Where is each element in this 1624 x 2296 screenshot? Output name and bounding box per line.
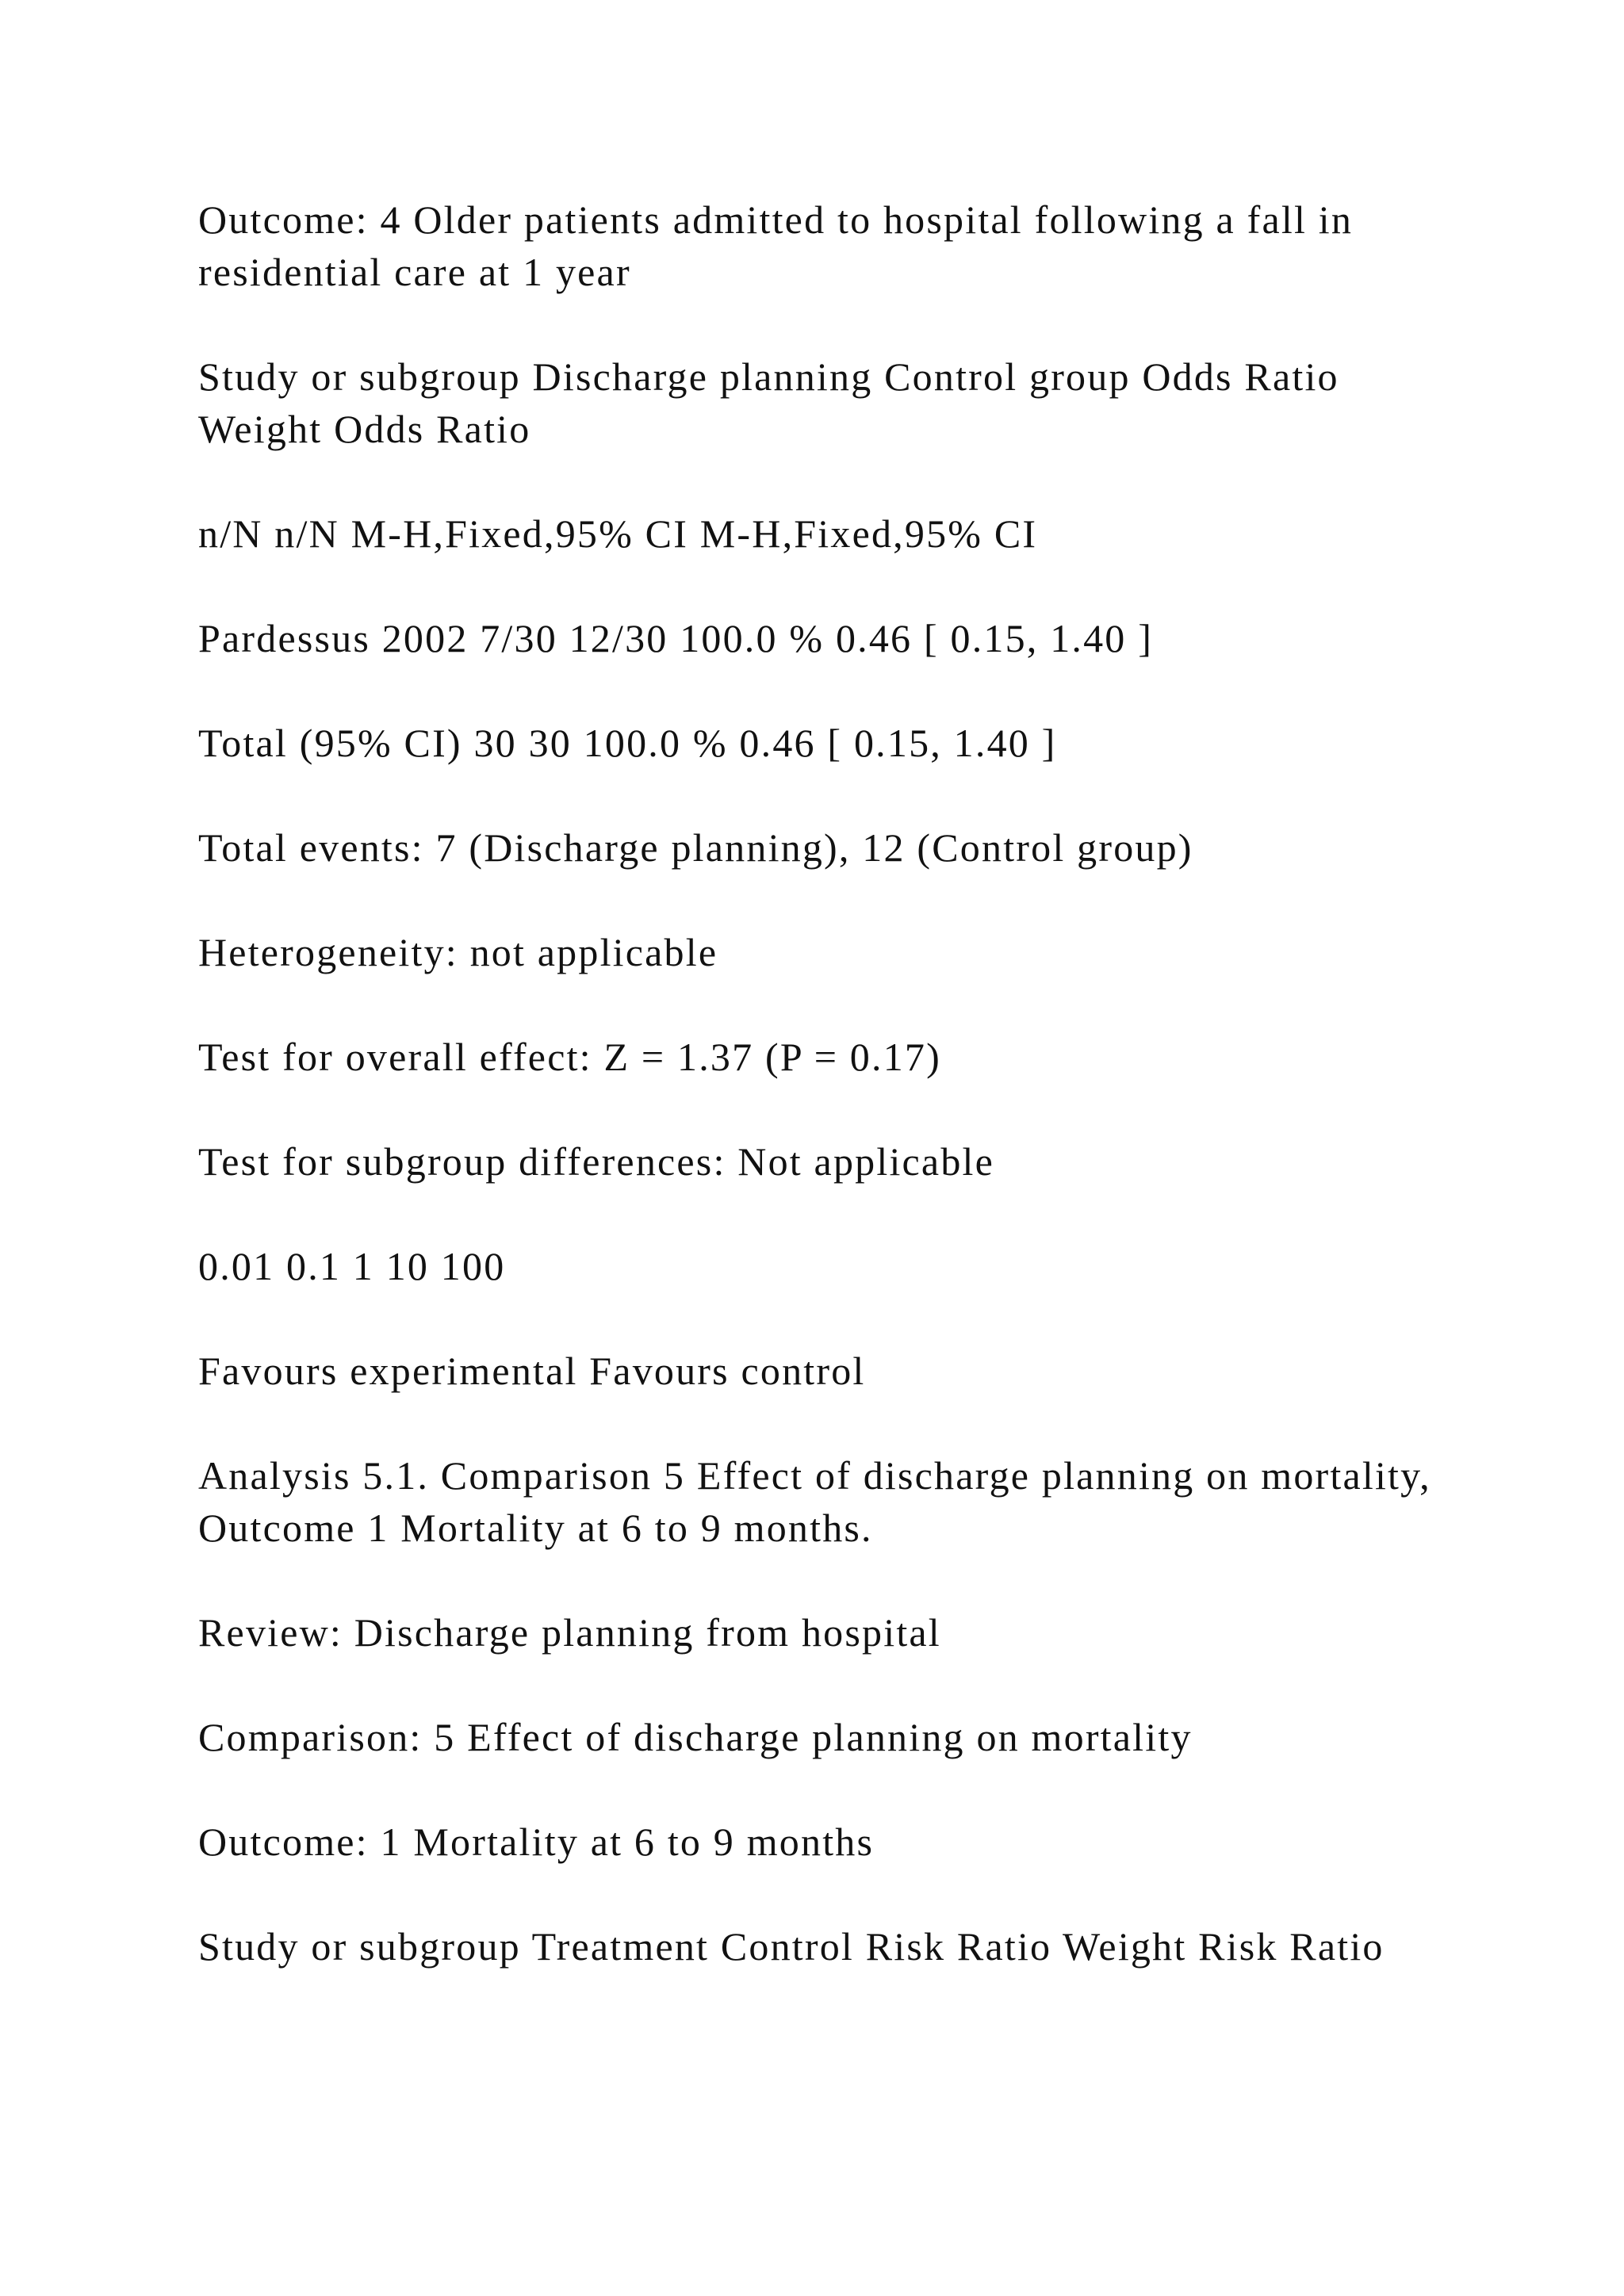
- review-line: Review: Discharge planning from hospital: [198, 1610, 941, 1655]
- favours-labels: Favours experimental Favours control: [198, 1349, 866, 1393]
- subgroup-differences-test: Test for subgroup differences: Not applicable: [198, 1139, 995, 1184]
- comparison-line: Comparison: 5 Effect of discharge planning on mortality: [198, 1715, 1193, 1759]
- analysis-5-1-caption: Analysis 5.1. Comparison 5 Effect of discharge planning on mortality, Outcome 1 Mortality at 6 to 9 months.: [198, 1453, 1431, 1550]
- table-header-odds-ratio: Study or subgroup Discharge planning Control group Odds Ratio Weight Odds Ratio: [198, 354, 1339, 451]
- overall-effect-test: Test for overall effect: Z = 1.37 (P = 0.17): [198, 1035, 941, 1079]
- table-subheader-ci: n/N n/N M-H,Fixed,95% CI M-H,Fixed,95% CI: [198, 511, 1038, 556]
- document-body: [198, 193, 1435, 1973]
- total-events: Total events: 7 (Discharge planning), 12 (Control group): [198, 825, 1193, 870]
- heterogeneity: Heterogeneity: not applicable: [198, 930, 718, 974]
- outcome-1-line: Outcome: 1 Mortality at 6 to 9 months: [198, 1820, 875, 1864]
- table-header-risk-ratio: Study or subgroup Treatment Control Risk Ratio Weight Risk Ratio: [198, 1924, 1385, 1969]
- study-row-pardessus: Pardessus 2002 7/30 12/30 100.0 % 0.46 [ 0.15, 1.40 ]: [198, 616, 1154, 660]
- total-row: Total (95% CI) 30 30 100.0 % 0.46 [ 0.15, 1.40 ]: [198, 721, 1057, 765]
- scale-ticks: 0.01 0.1 1 10 100: [198, 1244, 506, 1288]
- outcome-4-heading: Outcome: 4 Older patients admitted to hospital following a fall in residential care at 1 year: [198, 197, 1354, 294]
